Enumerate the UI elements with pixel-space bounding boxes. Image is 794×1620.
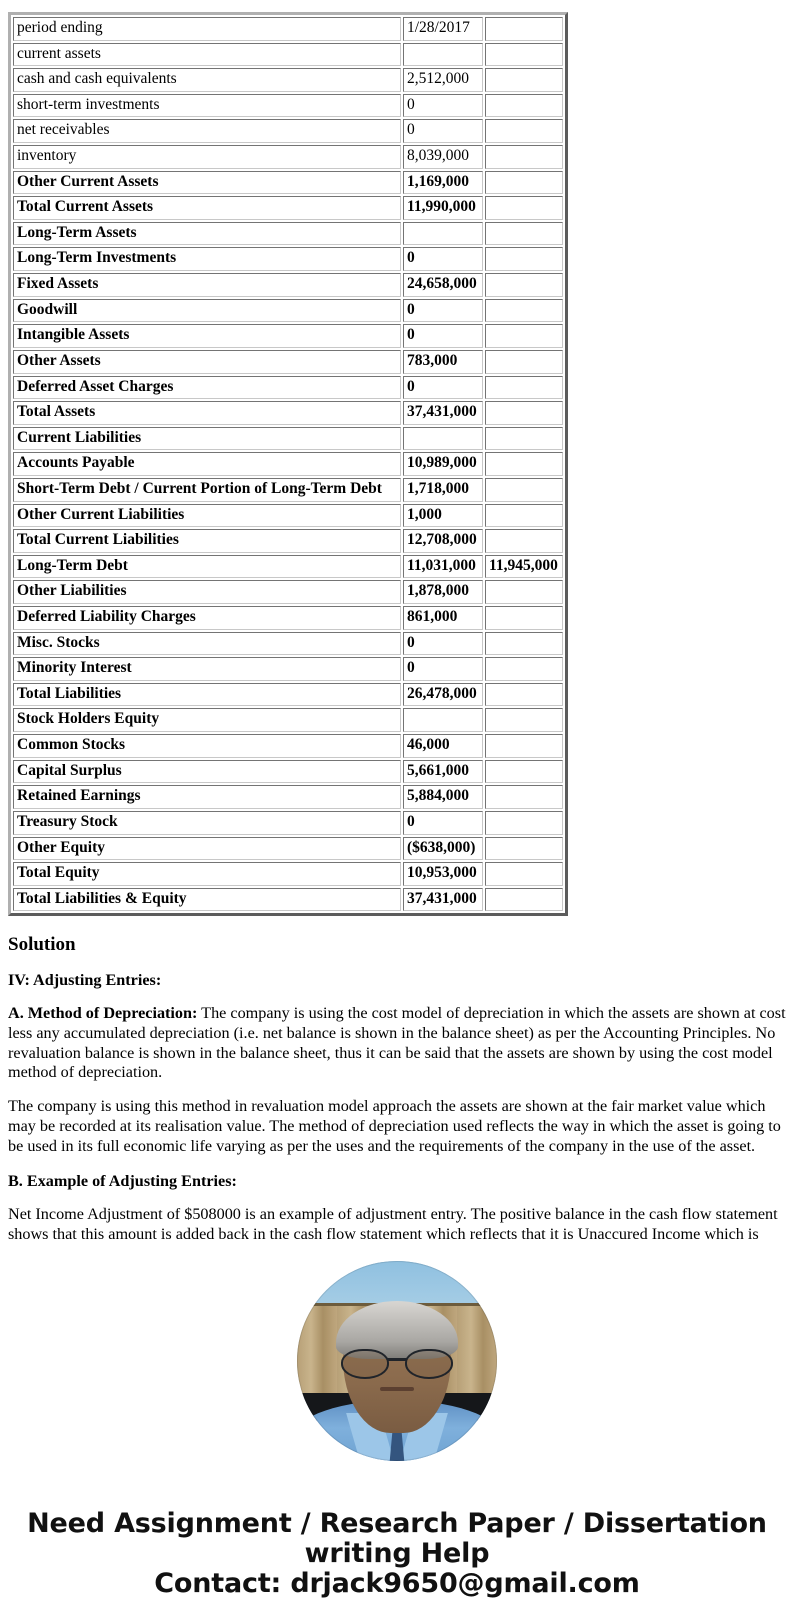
row-value-primary: 10,989,000 [403,452,483,476]
row-value-secondary [485,785,563,809]
row-value-primary: 1,169,000 [403,171,483,195]
table-row [13,811,563,835]
row-value-primary: 1/28/2017 [403,17,483,41]
adjusting-entries-heading: IV: Adjusting Entries: [8,971,162,990]
avatar-frame [297,1261,497,1461]
row-label: period ending [13,17,401,41]
row-label: Other Current Liabilities [13,504,401,528]
row-label: current assets [13,43,401,67]
row-value-primary [403,708,483,732]
row-value-primary: 11,990,000 [403,196,483,220]
row-label: Short-Term Debt / Current Portion of Long-Term Debt [13,478,401,502]
table-row [13,606,563,630]
row-value-primary: 0 [403,119,483,143]
row-label: Other Liabilities [13,580,401,604]
row-label: Other Equity [13,837,401,861]
row-value-primary: 0 [403,376,483,400]
row-value-secondary [485,247,563,271]
table-row [13,68,563,92]
row-label: short-term investments [13,94,401,118]
row-value-primary: 8,039,000 [403,145,483,169]
row-value-secondary [485,504,563,528]
solution-content [0,934,794,1245]
row-label: Deferred Asset Charges [13,376,401,400]
row-value-secondary [485,632,563,656]
table-row [13,43,563,67]
row-value-secondary [485,606,563,630]
row-value-primary: 37,431,000 [403,401,483,425]
table-row [13,145,563,169]
row-value-secondary: 11,945,000 [485,555,563,579]
row-value-secondary [485,17,563,41]
row-value-secondary [485,222,563,246]
row-value-secondary [485,657,563,681]
row-value-primary: 1,000 [403,504,483,528]
table-row [13,94,563,118]
row-label: net receivables [13,119,401,143]
contact-cta [0,1509,794,1620]
row-value-primary: 26,478,000 [403,683,483,707]
table-row [13,452,563,476]
table-row [13,350,563,374]
balance-sheet-body [13,17,563,911]
row-label: Minority Interest [13,657,401,681]
row-label: Total Current Assets [13,196,401,220]
row-value-secondary [485,708,563,732]
row-label: Total Assets [13,401,401,425]
row-value-secondary [485,196,563,220]
row-value-primary: 0 [403,324,483,348]
row-label: Total Current Liabilities [13,529,401,553]
avatar [297,1261,497,1461]
row-value-secondary [485,452,563,476]
portrait-block [0,1261,794,1461]
row-value-primary: 0 [403,247,483,271]
row-label: Other Assets [13,350,401,374]
table-row [13,17,563,41]
row-value-primary: 24,658,000 [403,273,483,297]
row-value-primary: 37,431,000 [403,888,483,912]
row-value-primary: 10,953,000 [403,862,483,886]
row-value-secondary [485,324,563,348]
row-value-primary: 0 [403,94,483,118]
solution-title: Solution [8,934,76,956]
cta-contact-email: Contact: drjack9650@gmail.com [154,1568,640,1600]
row-value-secondary [485,68,563,92]
row-label: Misc. Stocks [13,632,401,656]
row-value-primary [403,222,483,246]
table-row [13,324,563,348]
part-a-paragraph [8,1004,786,1083]
part-a-lead: A. Method of Depreciation: [8,1004,198,1023]
table-row [13,632,563,656]
row-value-secondary [485,837,563,861]
row-value-secondary [485,734,563,758]
row-value-primary: 12,708,000 [403,529,483,553]
row-value-primary: 5,661,000 [403,760,483,784]
balance-sheet-table [8,12,568,916]
row-value-secondary [485,376,563,400]
row-value-secondary [485,401,563,425]
row-value-primary: 0 [403,632,483,656]
part-a-body: The company is using the cost model of depreciation in which the assets are shown at cost less any accumulated depreciation (i.e. net balance is shown in the balance sheet) as per the Accounting Principles. No revaluation balance is shown in the balance sheet, thus it can be said that the assets are shown by using the cost model method of depreciation. [8,1004,786,1082]
row-label: Total Equity [13,862,401,886]
row-value-primary: ($638,000) [403,837,483,861]
row-label: Long-Term Assets [13,222,401,246]
row-value-secondary [485,760,563,784]
row-value-primary: 11,031,000 [403,555,483,579]
row-label: Treasury Stock [13,811,401,835]
table-row [13,171,563,195]
row-label: Other Current Assets [13,171,401,195]
table-row [13,888,563,912]
row-label: cash and cash equivalents [13,68,401,92]
revaluation-paragraph: The company is using this method in revaluation model approach the assets are shown at the fair market value which may be recorded at its realisation value. The method of depreciation used reflects the way in which the asset is going to be used in its full economic life varying as per the uses and the requirements of the company in the use of the asset. [8,1097,781,1155]
table-row [13,785,563,809]
row-value-secondary [485,350,563,374]
table-row [13,196,563,220]
row-label: Intangible Assets [13,324,401,348]
table-row [13,708,563,732]
table-row [13,376,563,400]
part-b-paragraph: Net Income Adjustment of $508000 is an example of adjustment entry. The positive balance in the cash flow statement shows that this amount is added back in the cash flow statement which reflects that it is Unaccured Income which is [8,1205,778,1244]
row-value-secondary [485,478,563,502]
row-value-primary: 0 [403,811,483,835]
row-value-primary: 46,000 [403,734,483,758]
row-label: Accounts Payable [13,452,401,476]
table-row [13,401,563,425]
row-label: Long-Term Investments [13,247,401,271]
row-value-secondary [485,427,563,451]
row-label: Total Liabilities & Equity [13,888,401,912]
row-value-primary [403,43,483,67]
cta-headline: Need Assignment / Research Paper / Dissertation writing Help [27,1508,767,1570]
table-row [13,657,563,681]
table-row [13,222,563,246]
table-row [13,427,563,451]
row-value-primary [403,427,483,451]
row-value-secondary [485,273,563,297]
table-row [13,247,563,271]
row-label: Current Liabilities [13,427,401,451]
part-b-heading: B. Example of Adjusting Entries: [8,1172,237,1191]
row-value-secondary [485,683,563,707]
row-value-secondary [485,43,563,67]
row-value-primary: 1,878,000 [403,580,483,604]
row-value-secondary [485,119,563,143]
row-value-secondary [485,811,563,835]
table-row [13,580,563,604]
table-row [13,837,563,861]
row-value-secondary [485,171,563,195]
table-row [13,299,563,323]
row-value-primary: 1,718,000 [403,478,483,502]
row-label: Total Liabilities [13,683,401,707]
table-row [13,862,563,886]
row-value-secondary [485,145,563,169]
table-row [13,555,563,579]
row-label: Retained Earnings [13,785,401,809]
row-value-secondary [485,529,563,553]
row-label: Capital Surplus [13,760,401,784]
row-value-secondary [485,888,563,912]
table-row [13,119,563,143]
row-label: Stock Holders Equity [13,708,401,732]
row-value-primary: 0 [403,299,483,323]
row-label: Goodwill [13,299,401,323]
row-value-secondary [485,862,563,886]
table-row [13,760,563,784]
table-row [13,683,563,707]
row-value-secondary [485,299,563,323]
row-value-primary: 861,000 [403,606,483,630]
table-row [13,478,563,502]
table-row [13,529,563,553]
row-value-secondary [485,94,563,118]
table-row [13,504,563,528]
row-label: Common Stocks [13,734,401,758]
row-value-secondary [485,580,563,604]
row-value-primary: 5,884,000 [403,785,483,809]
row-value-primary: 2,512,000 [403,68,483,92]
table-row [13,273,563,297]
row-label: Fixed Assets [13,273,401,297]
row-label: Deferred Liability Charges [13,606,401,630]
row-value-primary: 0 [403,657,483,681]
row-label: inventory [13,145,401,169]
table-row [13,734,563,758]
row-label: Long-Term Debt [13,555,401,579]
row-value-primary: 783,000 [403,350,483,374]
